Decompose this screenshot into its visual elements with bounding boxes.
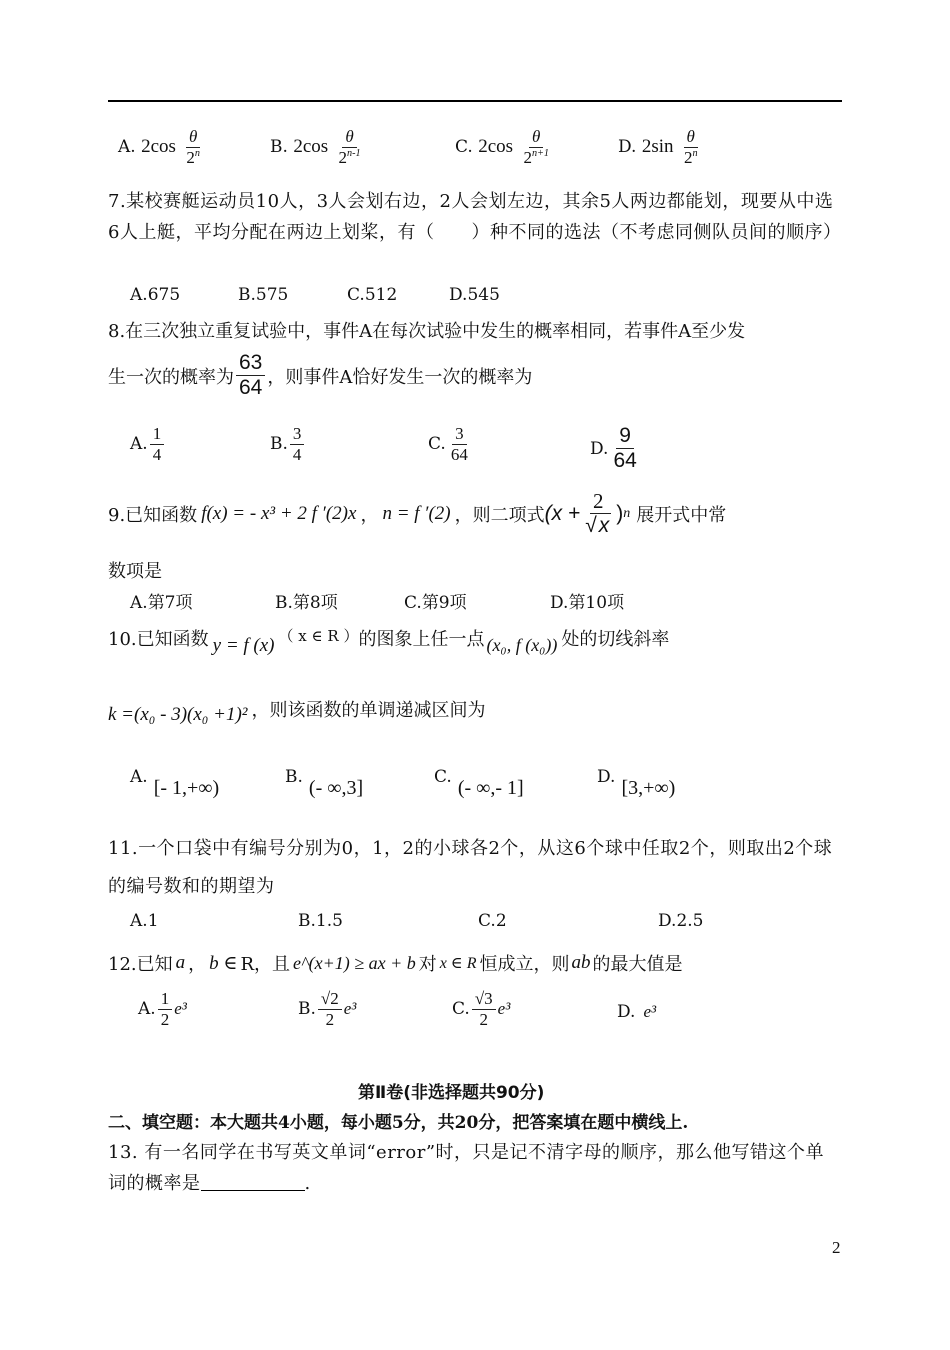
q10-line1: 10.已知函数 y = f (x) （ x ∈ R ） 的图象上任一点 (x₀, f (x₀)) 处的切线斜率 xyxy=(108,627,670,656)
q6-option-a: A. 2cos $\frac{\theta}{2^n}$ xyxy=(118,127,200,167)
q10-option-a: A. [- 1,+∞) xyxy=(130,767,220,799)
q8-option-d: D. $\frac{9}{64}$ xyxy=(590,424,637,473)
page-number: 2 xyxy=(832,1238,841,1257)
q7-text: 7.某校赛艇运动员10人，3人会划右边，2人会划左边，其余5人两边都能划，现要从中选6人上艇，平均分配在两边上划桨，有（ ）种不同的选法（不考虑同侧队员间的顺序） xyxy=(108,191,842,243)
header-rule xyxy=(108,100,842,102)
q7-option-c: C.512 xyxy=(347,285,398,305)
q9-line1: 9.已知函数 f(x) = - x³ + 2 f ′(2)x ， n = f ′(2) ，则二项式 (x + $\frac{2}{√x}$ ) n 展开式中常 xyxy=(108,489,727,538)
q6-option-d: D. 2sin $\frac{\theta}{2^n}$ xyxy=(618,127,698,167)
q7-option-b: B.575 xyxy=(238,285,289,305)
q11-option-d: D.2.5 xyxy=(658,911,704,931)
q10-option-c: C. (- ∞,- 1] xyxy=(434,767,524,799)
q6-option-b: B. 2cos $\frac{\theta}{2^{n-1}}$ xyxy=(270,127,361,167)
q12-option-a: A. $\frac{1}{2}$ e³ xyxy=(138,989,187,1029)
q7-option-a: A.675 xyxy=(130,285,181,305)
q8-option-b: B. $\frac{3}{4}$ xyxy=(270,425,306,464)
answer-blank[interactable] xyxy=(201,1172,305,1191)
q8-option-a: A. $\frac{1}{4}$ xyxy=(130,425,166,464)
q10-line2: k =(x₀ - 3)(x₀ +1)² ，则该函数的单调递减区间为 xyxy=(108,700,486,725)
q6-option-c: C. 2cos $\frac{\theta}{2^{n+1}}$ xyxy=(455,127,550,167)
q7-option-d: D.545 xyxy=(449,285,500,305)
q11-option-a: A.1 xyxy=(130,911,159,931)
q12-option-b: B. $\frac{√2}{2}$ e³ xyxy=(298,989,357,1029)
q8-option-c: C. $\frac{3}{64}$ xyxy=(428,424,468,464)
q8-fraction: $\frac{63}{64}$ xyxy=(236,352,265,399)
q9-option-c: C.第9项 xyxy=(404,593,467,613)
q11-option-c: C.2 xyxy=(478,911,507,931)
section2-title: 第Ⅱ卷(非选择题共90分) xyxy=(358,1083,545,1103)
q12-option-c: C. $\frac{√3}{2}$ e³ xyxy=(452,989,511,1029)
q13-text: 13. 有一名同学在书写英文单词“error”时，只是记不清字母的顺序，那么他写错这个单词的概率是 . xyxy=(108,1142,825,1194)
q11-option-b: B.1.5 xyxy=(298,911,343,931)
q8-line2: 生一次的概率为 $\frac{63}{64}$ ，则事件A恰好发生一次的概率为 xyxy=(108,351,533,400)
section2-heading: 二、填空题：本大题共4小题，每小题5分，共20分，把答案填在题中横线上. xyxy=(108,1113,689,1133)
q11-text: 11.一个口袋中有编号分别为0，1，2的小球各2个，从这6个球中任取2个，则取出2个球的编号数和的期望为 xyxy=(108,838,833,897)
q12-text: 12.已知 a ， b ∈ R，且 e^(x+1) ≥ ax + b 对 x ∈ R 恒成立，则 ab 的最大值是 xyxy=(108,952,683,975)
q9-option-a: A.第7项 xyxy=(130,593,193,613)
q10-option-d: D. [3,+∞) xyxy=(597,767,676,799)
q12-option-d: D. e³ xyxy=(617,1002,657,1022)
q8-line1: 8.在三次独立重复试验中，事件A在每次试验中发生的概率相同，若事件A至少发 xyxy=(108,321,746,342)
q9-option-d: D.第10项 xyxy=(550,593,625,613)
q10-option-b: B. (- ∞,3] xyxy=(285,767,364,799)
q9-option-b: B.第8项 xyxy=(275,593,338,613)
q9-line2: 数项是 xyxy=(108,561,162,582)
